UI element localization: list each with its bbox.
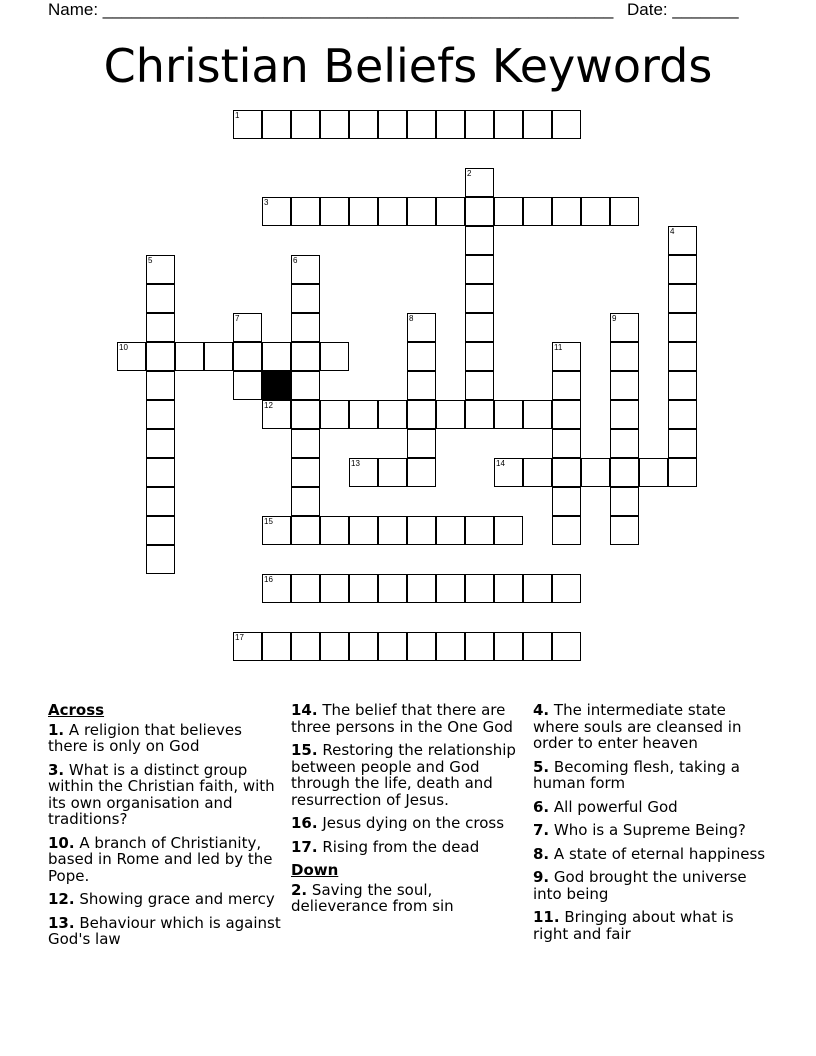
grid-cell[interactable]	[146, 487, 175, 516]
grid-cell[interactable]	[552, 197, 581, 226]
grid-cell[interactable]	[407, 574, 436, 603]
grid-cell[interactable]	[146, 429, 175, 458]
clue-number: 16	[264, 575, 273, 584]
clue-number: 2	[467, 169, 472, 178]
grid-cell[interactable]	[146, 545, 175, 574]
grid-cell[interactable]	[407, 632, 436, 661]
grid-cell[interactable]	[262, 574, 291, 603]
clue-across-14: 14. The belief that there are three persons in the One God	[291, 701, 513, 736]
grid-cell[interactable]	[668, 371, 697, 400]
grid-cell[interactable]	[465, 110, 494, 139]
grid-cell[interactable]	[668, 284, 697, 313]
across-heading: Across	[48, 701, 105, 719]
grid-cell[interactable]	[465, 371, 494, 400]
grid-cell[interactable]	[291, 632, 320, 661]
grid-cell[interactable]	[523, 632, 552, 661]
grid-cell[interactable]	[436, 110, 465, 139]
name-field-label: Name: ______________________________________________________	[48, 0, 614, 19]
clue-number: 9	[612, 314, 617, 323]
grid-cell[interactable]	[378, 516, 407, 545]
clue-column-3	[533, 702, 768, 949]
grid-cell[interactable]	[378, 400, 407, 429]
date-field-label: Date: _______	[627, 0, 739, 19]
grid-cell[interactable]	[262, 342, 291, 371]
grid-cell[interactable]	[668, 313, 697, 342]
clue-number: 7	[235, 314, 240, 323]
clue-number: 3	[264, 198, 269, 207]
grid-cell[interactable]	[494, 632, 523, 661]
grid-cell[interactable]	[262, 110, 291, 139]
clue-down-9: 9. God brought the universe into being	[533, 868, 747, 903]
grid-cell[interactable]	[552, 516, 581, 545]
clue-across-3: 3. What is a distinct group within the Christian faith, with its own organisation and traditions?	[48, 760, 275, 828]
grid-cell[interactable]	[610, 487, 639, 516]
clue-number: 6	[293, 256, 298, 265]
grid-cell[interactable]	[465, 632, 494, 661]
clue-down-8: 8. A state of eternal happiness	[533, 844, 766, 863]
grid-cell[interactable]	[349, 110, 378, 139]
grid-cell[interactable]	[552, 110, 581, 139]
grid-cell[interactable]	[494, 516, 523, 545]
grid-cell[interactable]	[552, 429, 581, 458]
grid-cell[interactable]	[291, 487, 320, 516]
clue-across-12: 12. Showing grace and mercy	[48, 890, 275, 908]
grid-cell[interactable]	[465, 400, 494, 429]
grid-cell[interactable]	[465, 197, 494, 226]
grid-cell[interactable]	[262, 632, 291, 661]
clue-number: 15	[264, 517, 273, 526]
grid-cell[interactable]	[668, 255, 697, 284]
grid-cell[interactable]	[436, 516, 465, 545]
clue-across-17: 17. Rising from the dead	[291, 837, 480, 856]
clue-number: 5	[148, 256, 153, 265]
clue-column-1	[48, 702, 283, 955]
clue-number: 14	[496, 459, 505, 468]
grid-cell[interactable]	[233, 371, 262, 400]
grid-cell[interactable]	[378, 458, 407, 487]
grid-cell[interactable]	[349, 458, 378, 487]
grid-cell[interactable]	[320, 342, 349, 371]
grid-cell[interactable]	[204, 342, 233, 371]
grid-block	[262, 371, 291, 400]
grid-cell[interactable]	[233, 632, 262, 661]
grid-cell[interactable]	[378, 632, 407, 661]
grid-cell[interactable]	[291, 429, 320, 458]
grid-cell[interactable]	[465, 168, 494, 197]
grid-cell[interactable]	[436, 574, 465, 603]
grid-cell[interactable]	[465, 342, 494, 371]
grid-cell[interactable]	[407, 313, 436, 342]
grid-cell[interactable]	[291, 371, 320, 400]
grid-cell[interactable]	[291, 255, 320, 284]
grid-cell[interactable]	[552, 342, 581, 371]
grid-cell[interactable]	[291, 342, 320, 371]
clue-across-13: 13. Behaviour which is against God's law	[48, 913, 281, 948]
grid-cell[interactable]	[668, 458, 697, 487]
grid-cell[interactable]	[349, 632, 378, 661]
clue-number: 17	[235, 633, 244, 642]
grid-cell[interactable]	[494, 574, 523, 603]
grid-cell[interactable]	[320, 516, 349, 545]
grid-cell[interactable]	[378, 110, 407, 139]
grid-cell[interactable]	[668, 342, 697, 371]
grid-cell[interactable]	[610, 458, 639, 487]
grid-cell[interactable]	[291, 284, 320, 313]
grid-cell[interactable]	[262, 197, 291, 226]
clue-across-15: 15. Restoring the relationship between people and God through the life, death and resurrection of Jesus.	[291, 741, 516, 809]
grid-cell[interactable]	[552, 632, 581, 661]
clue-number: 1	[235, 111, 240, 120]
grid-cell[interactable]	[320, 197, 349, 226]
grid-cell[interactable]	[349, 400, 378, 429]
grid-cell[interactable]	[407, 342, 436, 371]
grid-cell[interactable]	[581, 197, 610, 226]
grid-cell[interactable]	[349, 516, 378, 545]
grid-cell[interactable]	[146, 313, 175, 342]
grid-cell[interactable]	[465, 574, 494, 603]
clue-number: 11	[554, 343, 563, 352]
grid-cell[interactable]	[552, 458, 581, 487]
grid-cell[interactable]	[349, 197, 378, 226]
grid-cell[interactable]	[610, 429, 639, 458]
grid-cell[interactable]	[552, 371, 581, 400]
grid-cell[interactable]	[494, 110, 523, 139]
grid-cell[interactable]	[146, 284, 175, 313]
grid-cell[interactable]	[581, 458, 610, 487]
grid-cell[interactable]	[610, 371, 639, 400]
grid-cell[interactable]	[233, 342, 262, 371]
grid-cell[interactable]	[146, 458, 175, 487]
clue-number: 10	[119, 343, 128, 352]
grid-cell[interactable]	[378, 197, 407, 226]
clue-number: 4	[670, 227, 675, 236]
grid-cell[interactable]	[291, 400, 320, 429]
grid-cell[interactable]	[407, 400, 436, 429]
grid-cell[interactable]	[610, 516, 639, 545]
grid-cell[interactable]	[610, 342, 639, 371]
clue-column-2	[291, 702, 526, 922]
grid-cell[interactable]	[610, 400, 639, 429]
grid-cell[interactable]	[523, 110, 552, 139]
grid-cell[interactable]	[523, 574, 552, 603]
grid-cell[interactable]	[668, 226, 697, 255]
grid-cell[interactable]	[146, 342, 175, 371]
grid-cell[interactable]	[407, 197, 436, 226]
clue-number: 13	[351, 459, 360, 468]
grid-cell[interactable]	[523, 400, 552, 429]
clue-across-10: 10. A branch of Christianity, based in Rome and led by the Pope.	[48, 833, 273, 885]
grid-cell[interactable]	[407, 371, 436, 400]
grid-cell[interactable]	[494, 197, 523, 226]
grid-cell[interactable]	[494, 458, 523, 487]
grid-cell[interactable]	[436, 197, 465, 226]
grid-cell[interactable]	[668, 429, 697, 458]
clue-across-16: 16. Jesus dying on the cross	[291, 814, 505, 832]
grid-cell[interactable]	[291, 516, 320, 545]
grid-cell[interactable]	[291, 197, 320, 226]
grid-cell[interactable]	[465, 284, 494, 313]
grid-cell[interactable]	[610, 197, 639, 226]
grid-cell[interactable]	[291, 313, 320, 342]
clue-number: 8	[409, 314, 414, 323]
grid-cell[interactable]	[610, 313, 639, 342]
clue-down-11: 11. Bringing about what is right and fair	[533, 908, 734, 943]
grid-cell[interactable]	[233, 313, 262, 342]
down-heading: Down	[291, 861, 339, 879]
clue-down-5: 5. Becoming flesh, taking a human form	[533, 757, 740, 792]
clue-down-4: 4. The intermediate state where souls are cleansed in order to enter heaven	[533, 701, 742, 752]
clue-down-2: 2. Saving the soul, delieverance from sin	[291, 880, 454, 915]
grid-cell[interactable]	[668, 400, 697, 429]
grid-cell[interactable]	[639, 458, 668, 487]
grid-cell[interactable]	[523, 197, 552, 226]
grid-cell[interactable]	[146, 255, 175, 284]
page-title: Christian Beliefs Keywords	[103, 39, 713, 93]
grid-cell[interactable]	[552, 487, 581, 516]
grid-cell[interactable]	[146, 516, 175, 545]
grid-cell[interactable]	[291, 110, 320, 139]
grid-cell[interactable]	[233, 110, 262, 139]
grid-cell[interactable]	[436, 400, 465, 429]
grid-cell[interactable]	[378, 574, 407, 603]
grid-cell[interactable]	[320, 110, 349, 139]
grid-cell[interactable]	[523, 458, 552, 487]
grid-cell[interactable]	[465, 255, 494, 284]
grid-cell[interactable]	[436, 632, 465, 661]
grid-cell[interactable]	[262, 400, 291, 429]
grid-cell[interactable]	[465, 226, 494, 255]
grid-cell[interactable]	[494, 400, 523, 429]
grid-cell[interactable]	[320, 574, 349, 603]
grid-cell[interactable]	[407, 429, 436, 458]
clue-across-1: 1. A religion that believes there is only on God	[48, 720, 242, 755]
grid-cell[interactable]	[320, 400, 349, 429]
grid-cell[interactable]	[291, 574, 320, 603]
grid-cell[interactable]	[552, 574, 581, 603]
grid-cell[interactable]	[407, 516, 436, 545]
grid-cell[interactable]	[407, 458, 436, 487]
grid-cell[interactable]	[291, 458, 320, 487]
grid-cell[interactable]	[407, 110, 436, 139]
grid-cell[interactable]	[175, 342, 204, 371]
grid-cell[interactable]	[465, 516, 494, 545]
clue-down-6: 6. All powerful God	[533, 797, 678, 816]
grid-cell[interactable]	[262, 516, 291, 545]
grid-cell[interactable]	[552, 400, 581, 429]
clue-number: 12	[264, 401, 273, 410]
clue-down-7: 7. Who is a Supreme Being?	[533, 821, 746, 839]
grid-cell[interactable]	[349, 574, 378, 603]
grid-cell[interactable]	[146, 400, 175, 429]
grid-cell[interactable]	[465, 313, 494, 342]
grid-cell[interactable]	[320, 632, 349, 661]
grid-cell[interactable]	[146, 371, 175, 400]
grid-cell[interactable]	[117, 342, 146, 371]
